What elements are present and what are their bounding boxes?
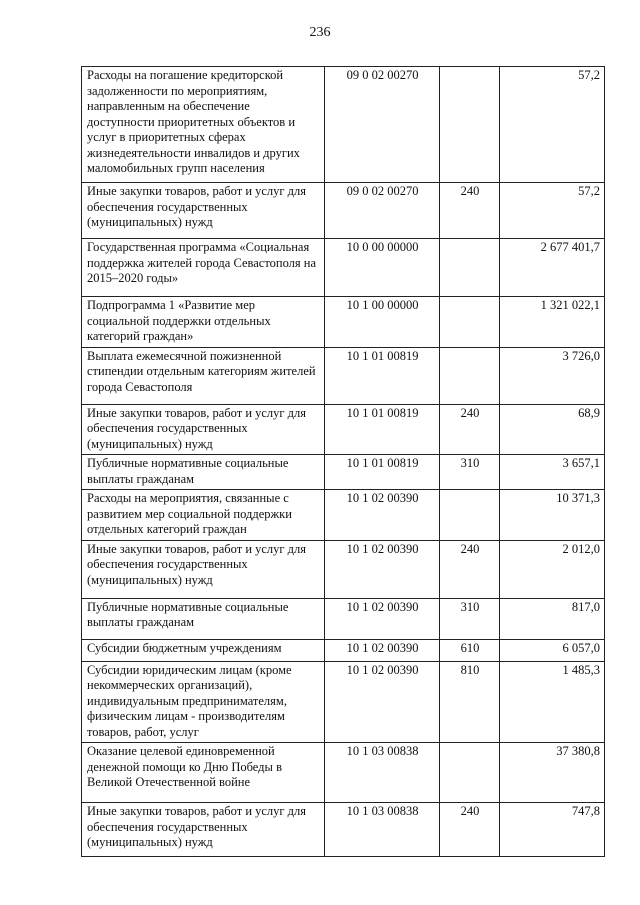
table-row [82, 239, 605, 297]
row-type [440, 743, 500, 803]
table-row [82, 297, 605, 348]
row-type: 240 [440, 803, 500, 857]
table-row [82, 455, 605, 490]
row-type [440, 67, 500, 183]
row-code: 10 1 02 00390 [325, 639, 440, 661]
row-name: Расходы на мероприятия, связанные с развитием мер социальной поддержки отдельных категорий граждан [82, 490, 325, 541]
table-row [82, 803, 605, 857]
row-name: Оказание целевой единовременной денежной помощи ко Дню Победы в Великой Отечественной войне [82, 743, 325, 803]
table-row [82, 183, 605, 239]
row-sum: 68,9 [500, 404, 605, 455]
row-sum: 57,2 [500, 183, 605, 239]
table-row [82, 404, 605, 455]
row-type: 240 [440, 404, 500, 455]
row-code: 10 1 02 00390 [325, 661, 440, 743]
row-code: 10 0 00 00000 [325, 239, 440, 297]
row-type [440, 347, 500, 404]
row-type: 610 [440, 639, 500, 661]
row-code: 10 1 03 00838 [325, 803, 440, 857]
row-code: 09 0 02 00270 [325, 67, 440, 183]
row-name: Иные закупки товаров, работ и услуг для обеспечения государственных (муниципальных) нужд [82, 183, 325, 239]
row-sum: 57,2 [500, 67, 605, 183]
row-name: Субсидии юридическим лицам (кроме некоммерческих организаций), индивидуальным предпринимателям, физическим лицам - производителям товаров, работ, услуг [82, 661, 325, 743]
row-type: 310 [440, 455, 500, 490]
row-type [440, 239, 500, 297]
table-row [82, 661, 605, 743]
row-type [440, 490, 500, 541]
row-type: 810 [440, 661, 500, 743]
row-name: Государственная программа «Социальная поддержка жителей города Севастополя на 2015–2020 годы» [82, 239, 325, 297]
row-name: Иные закупки товаров, работ и услуг для обеспечения государственных (муниципальных) нужд [82, 803, 325, 857]
row-name: Расходы на погашение кредиторской задолженности по мероприятиям, направленным на обеспечение доступности приоритетных объектов и услуг в приоритетных сферах жизнедеятельности инвалидов и других маломобильных групп населения [82, 67, 325, 183]
table-row [82, 743, 605, 803]
row-type: 310 [440, 598, 500, 639]
table-row [82, 598, 605, 639]
page-number: 236 [309, 25, 331, 40]
row-name: Иные закупки товаров, работ и услуг для обеспечения государственных (муниципальных) нужд [82, 540, 325, 598]
row-code: 10 1 01 00819 [325, 347, 440, 404]
row-name: Иные закупки товаров, работ и услуг для обеспечения государственных (муниципальных) нужд [82, 404, 325, 455]
row-name: Публичные нормативные социальные выплаты гражданам [82, 598, 325, 639]
row-type: 240 [440, 183, 500, 239]
row-code: 09 0 02 00270 [325, 183, 440, 239]
row-name: Подпрограмма 1 «Развитие мер социальной поддержки отдельных категорий граждан» [82, 297, 325, 348]
row-sum: 3 726,0 [500, 347, 605, 404]
row-sum: 2 677 401,7 [500, 239, 605, 297]
row-code: 10 1 01 00819 [325, 404, 440, 455]
row-sum: 37 380,8 [500, 743, 605, 803]
table-row [82, 67, 605, 183]
row-sum: 747,8 [500, 803, 605, 857]
row-sum: 2 012,0 [500, 540, 605, 598]
row-code: 10 1 02 00390 [325, 540, 440, 598]
table-row [82, 347, 605, 404]
row-name: Субсидии бюджетным учреждениям [82, 639, 325, 661]
row-sum: 6 057,0 [500, 639, 605, 661]
row-sum: 817,0 [500, 598, 605, 639]
table-row [82, 639, 605, 661]
budget-table [81, 66, 605, 857]
row-code: 10 1 03 00838 [325, 743, 440, 803]
row-sum: 1 485,3 [500, 661, 605, 743]
row-sum: 1 321 022,1 [500, 297, 605, 348]
row-code: 10 1 01 00819 [325, 455, 440, 490]
table-row [82, 490, 605, 541]
row-sum: 3 657,1 [500, 455, 605, 490]
row-name: Выплата ежемесячной пожизненной стипендии отдельным категориям жителей города Севастополя [82, 347, 325, 404]
row-type [440, 297, 500, 348]
row-sum: 10 371,3 [500, 490, 605, 541]
row-code: 10 1 00 00000 [325, 297, 440, 348]
row-type: 240 [440, 540, 500, 598]
table-row [82, 540, 605, 598]
row-name: Публичные нормативные социальные выплаты гражданам [82, 455, 325, 490]
row-code: 10 1 02 00390 [325, 598, 440, 639]
row-code: 10 1 02 00390 [325, 490, 440, 541]
